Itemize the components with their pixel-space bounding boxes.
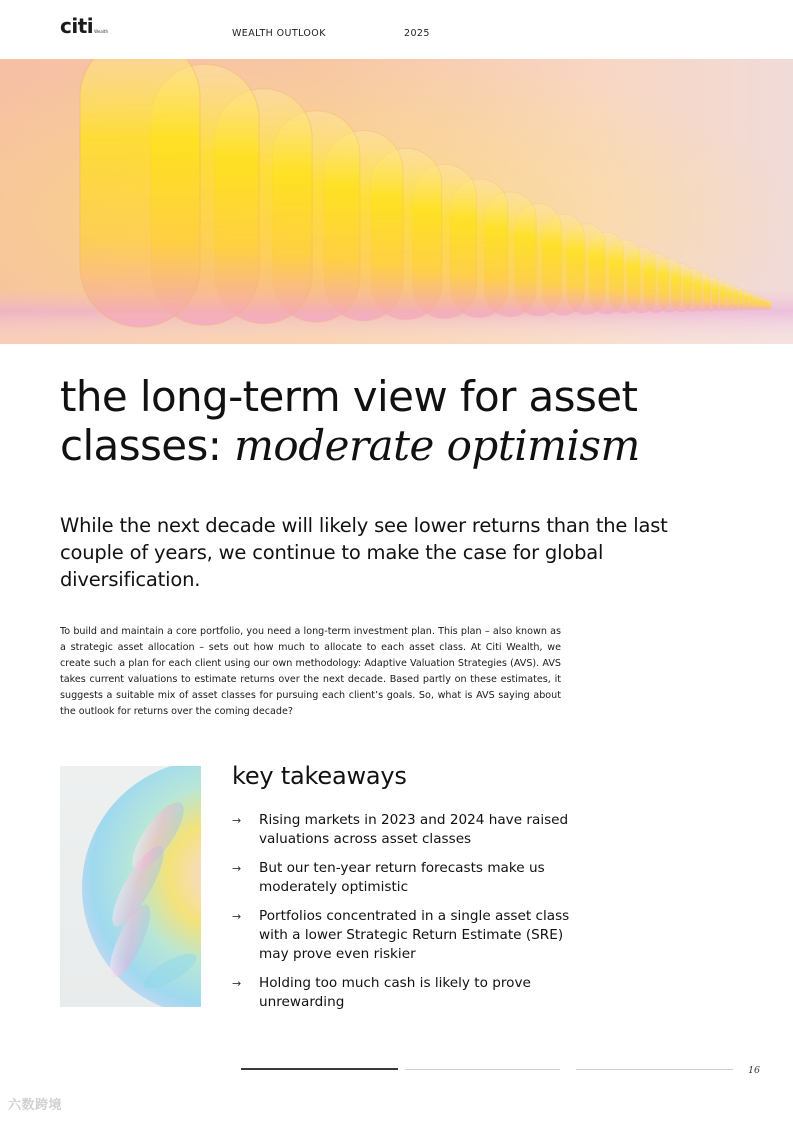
orb-illustration xyxy=(60,766,201,1007)
page-header xyxy=(0,0,793,59)
headline-line-2 xyxy=(60,421,740,470)
takeaway-text: Rising markets in 2023 and 2024 have raised valuations across asset classes xyxy=(259,812,569,847)
takeaway-item xyxy=(232,907,572,964)
key-takeaways-list xyxy=(232,811,572,1022)
iridescent-orb-image xyxy=(60,766,201,1007)
headline-plain: classes: xyxy=(60,421,235,470)
logo-subtext: Wealth xyxy=(94,29,108,34)
headline-line-1: the long-term view for asset xyxy=(60,372,638,421)
hero-image xyxy=(0,59,793,344)
headline-italic: moderate optimism xyxy=(234,421,640,470)
takeaway-item xyxy=(232,974,572,1012)
subheading: While the next decade will likely see lower returns than the last couple of years, we continue to make the case for global diversification. xyxy=(60,514,668,591)
takeaway-text: Portfolios concentrated in a single asset class with a lower Strategic Return Estimate (SRE) may prove even riskier xyxy=(259,908,570,962)
arrow-right-icon: → xyxy=(232,862,242,875)
takeaway-item xyxy=(232,859,572,897)
progress-segment xyxy=(405,1069,560,1070)
takeaway-text: Holding too much cash is likely to prove unrewarding xyxy=(259,975,531,1010)
takeaway-item xyxy=(232,811,572,849)
logo-wordmark: citi xyxy=(60,14,94,38)
publication-title: WEALTH OUTLOOK xyxy=(232,28,326,39)
progress-segment-active xyxy=(241,1068,398,1070)
watermark: 六数跨境 xyxy=(8,1098,63,1113)
glass-arch xyxy=(80,59,200,327)
progress-segment xyxy=(576,1069,733,1070)
body-paragraph: To build and maintain a core portfolio, you need a long-term investment plan. This plan – also known as a strategic asset allocation – sets out how much to allocate to each asset class. At Citi Wealth, we create such a plan for each client using our own methodology: Adaptive Valuation Strategies (AVS). AVS takes current valuations to estimate returns over the next decade. Based partly on these estimates, it suggests a suitable mix of asset classes for pursuing each client’s goals. So, what is AVS saying about the outlook for returns over the coming decade? xyxy=(60,626,561,717)
arrow-right-icon: → xyxy=(232,814,242,827)
arrow-right-icon: → xyxy=(232,910,242,923)
arrow-right-icon: → xyxy=(232,977,242,990)
page-number: 16 xyxy=(748,1065,761,1076)
page-headline xyxy=(60,372,740,470)
key-takeaways-heading: key takeaways xyxy=(232,762,407,790)
glass-arches-illustration xyxy=(0,59,793,344)
citi-wealth-logo xyxy=(60,16,108,36)
publication-year: 2025 xyxy=(404,28,430,39)
takeaway-text: But our ten-year return forecasts make us moderately optimistic xyxy=(259,860,545,895)
